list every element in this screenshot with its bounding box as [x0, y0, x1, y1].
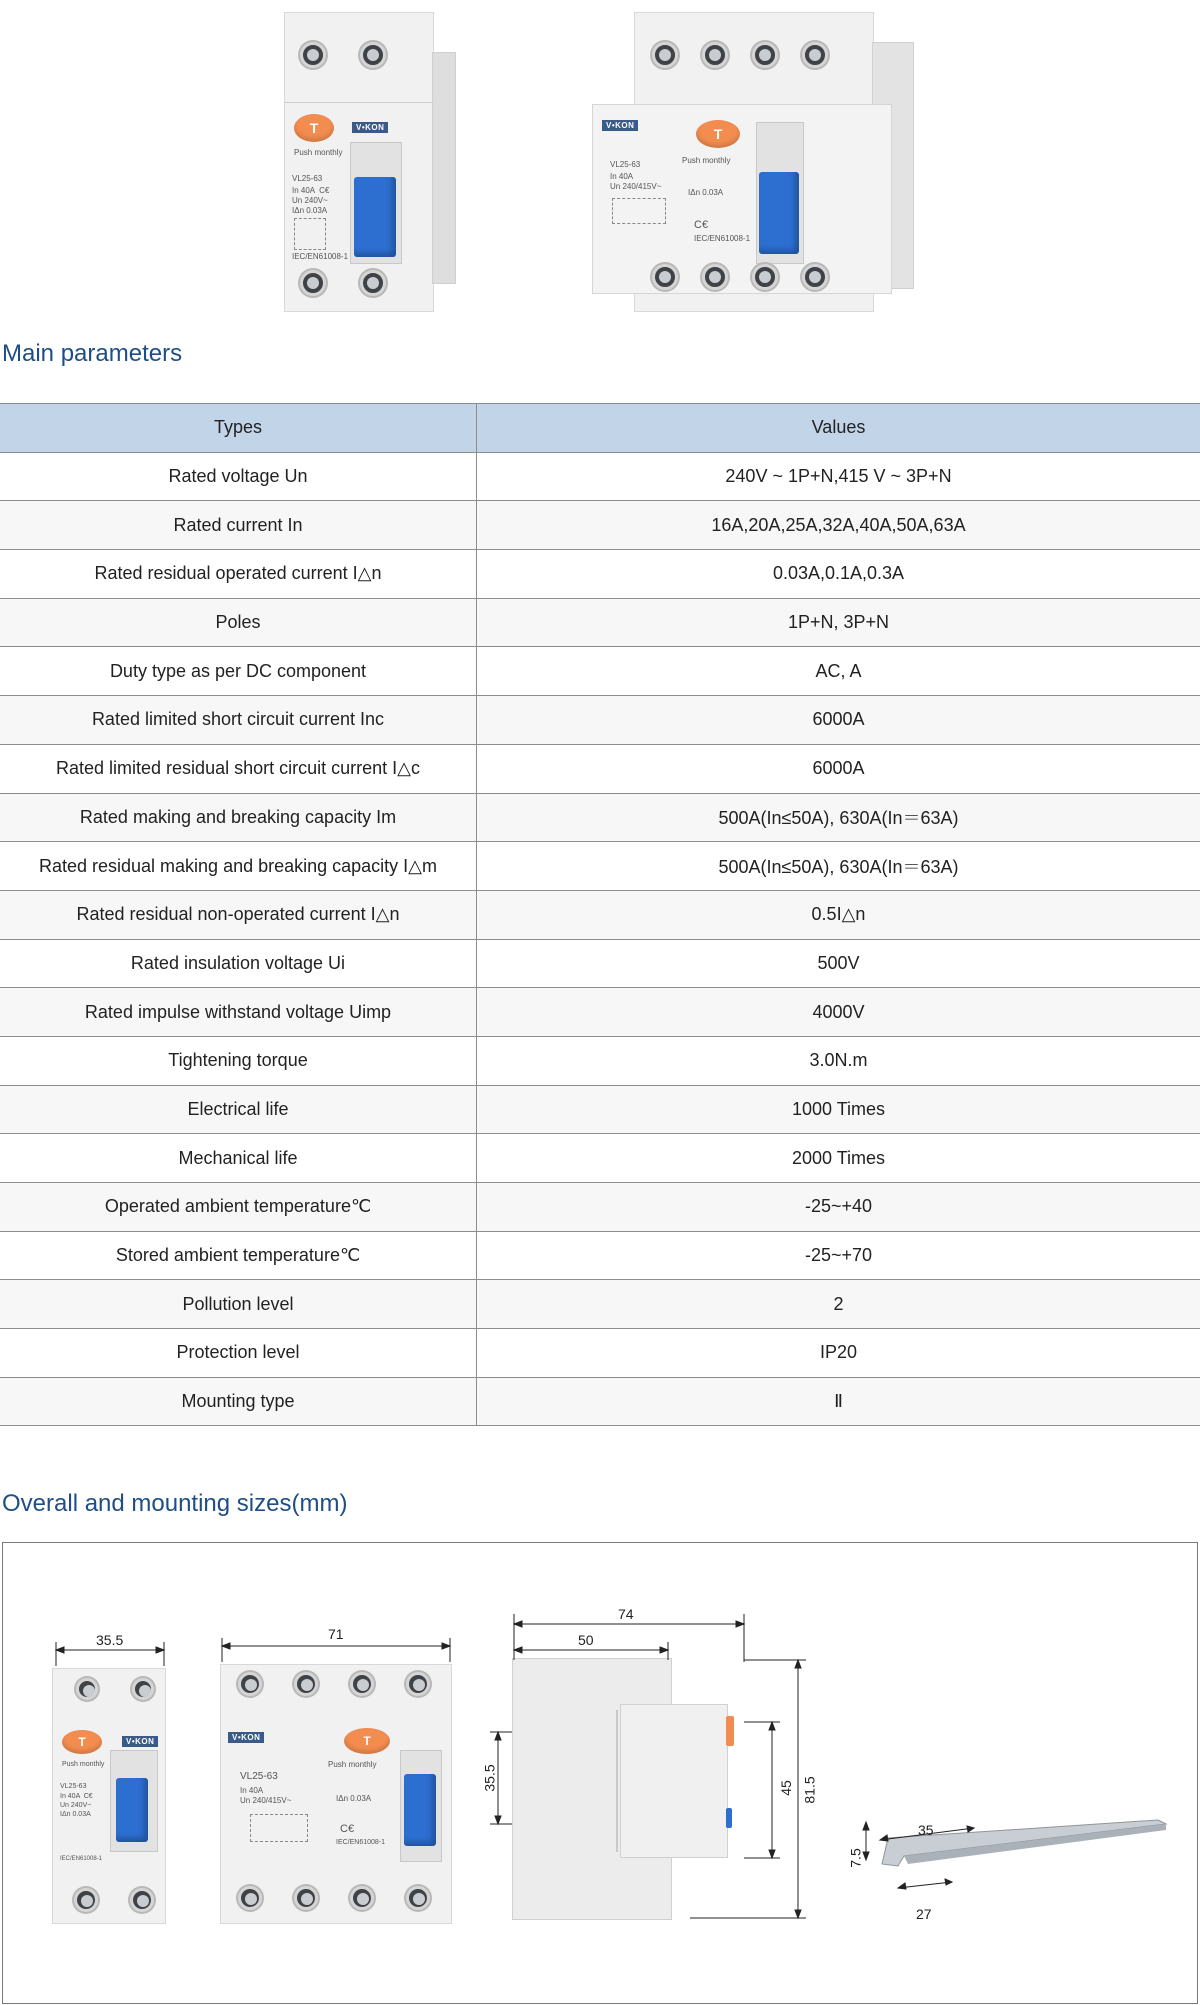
spec-label: In 40A C€ Un 240V~ IΔn 0.03A [292, 186, 330, 215]
terminal-screw [652, 42, 678, 68]
table-row [0, 1329, 1200, 1378]
standard-label: IEC/EN61008-1 [694, 234, 751, 243]
parameter-type-cell: Rated current In [0, 501, 477, 550]
toggle-lever [759, 172, 799, 254]
push-monthly-label: Push monthly [62, 1761, 105, 1768]
table-row [0, 1183, 1200, 1232]
sizes-title: Overall and mounting sizes(mm) [2, 1490, 348, 1517]
terminal-screw [702, 42, 728, 68]
table-row [0, 744, 1200, 793]
table-row [0, 793, 1200, 842]
wiring-diagram-icon [612, 198, 666, 224]
parameter-value-cell: 16A,20A,25A,32A,40A,50A,63A [477, 501, 1200, 550]
table-row [0, 1036, 1200, 1085]
terminal-screw [802, 42, 828, 68]
brand-logo: V•KON [352, 122, 388, 133]
parameter-value-cell: IP20 [477, 1329, 1200, 1378]
terminal-screw [652, 264, 678, 290]
parameter-value-cell: -25~+70 [477, 1231, 1200, 1280]
parameter-value-cell: 1000 Times [477, 1085, 1200, 1134]
table-header-row [0, 404, 1200, 453]
model-label: VL25-63 [610, 160, 641, 169]
product-image-single-pole [280, 12, 458, 314]
parameter-type-cell: Rated making and breaking capacity Im [0, 793, 477, 842]
parameter-type-cell: Protection level [0, 1329, 477, 1378]
parameter-value-cell: 0.03A,0.1A,0.3A [477, 550, 1200, 599]
dim-neck-height: 35.5 [481, 1764, 498, 1792]
main-parameters-title: Main parameters [2, 340, 183, 367]
parameter-type-cell: Electrical life [0, 1085, 477, 1134]
parameter-value-cell: 2 [477, 1280, 1200, 1329]
table-row [0, 1377, 1200, 1426]
terminal-screw [752, 264, 778, 290]
table-row [0, 550, 1200, 599]
parameter-value-cell: Ⅱ [477, 1377, 1200, 1426]
parameter-type-cell: Rated impulse withstand voltage Uimp [0, 988, 477, 1037]
wiring-diagram-icon [294, 218, 326, 250]
parameter-value-cell: 500A(In≤50A), 630A(In＝63A) [477, 842, 1200, 891]
toggle-lever [354, 177, 396, 257]
table-row [0, 696, 1200, 745]
dim-single-width: 35.5 [96, 1632, 124, 1648]
dim-front-height: 45 [777, 1780, 794, 1796]
model-label: VL25-63 [292, 174, 323, 183]
table-row [0, 1085, 1200, 1134]
table-row [0, 988, 1200, 1037]
dimension-lines [0, 1542, 1200, 2004]
model-label: VL25-63 [240, 1771, 278, 1782]
dim-overall-height: 81.5 [801, 1776, 818, 1804]
ce-mark: C€ [694, 219, 709, 231]
parameter-value-cell: 500V [477, 939, 1200, 988]
dim-four-pole-width: 71 [328, 1626, 344, 1642]
column-header-values: Values [477, 404, 1200, 453]
push-monthly-label: Push monthly [294, 148, 343, 157]
parameter-type-cell: Rated limited short circuit current Inc [0, 696, 477, 745]
parameter-type-cell: Rated insulation voltage Ui [0, 939, 477, 988]
terminal-screw [360, 42, 386, 68]
spec-label: In 40A Un 240/415V~ [610, 172, 662, 191]
table-row [0, 501, 1200, 550]
dim-rail-height: 7.5 [847, 1848, 864, 1868]
standard-label: IEC/EN61008-1 [292, 252, 349, 261]
parameter-value-cell: 500A(In≤50A), 630A(In＝63A) [477, 793, 1200, 842]
terminal-screw [300, 42, 326, 68]
parameter-value-cell: AC, A [477, 647, 1200, 696]
terminal-screw [702, 264, 728, 290]
push-monthly-label: Push monthly [328, 1760, 377, 1769]
parameter-type-cell: Duty type as per DC component [0, 647, 477, 696]
table-row [0, 842, 1200, 891]
residual-current-label: IΔn 0.03A [336, 1794, 372, 1803]
brand-logo: V•KON [122, 1736, 158, 1747]
parameter-type-cell: Mechanical life [0, 1134, 477, 1183]
terminal-screw [300, 270, 326, 296]
parameter-type-cell: Poles [0, 598, 477, 647]
brand-logo: V•KON [228, 1732, 264, 1743]
test-button: T [696, 120, 740, 148]
spec-label: In 40A C€ Un 240V~ IΔn 0.03A [60, 1793, 93, 1818]
table-row [0, 939, 1200, 988]
residual-current-label: IΔn 0.03A [688, 188, 724, 197]
ce-mark: C€ [340, 1823, 355, 1835]
parameter-type-cell: Rated voltage Un [0, 452, 477, 501]
spec-label: In 40A Un 240/415V~ [240, 1786, 292, 1805]
table-row [0, 598, 1200, 647]
model-label: VL25-63 [60, 1783, 87, 1790]
parameter-type-cell: Mounting type [0, 1377, 477, 1426]
parameter-value-cell: 2000 Times [477, 1134, 1200, 1183]
table-row [0, 1280, 1200, 1329]
parameter-type-cell: Tightening torque [0, 1036, 477, 1085]
parameter-type-cell: Pollution level [0, 1280, 477, 1329]
parameter-type-cell: Rated residual operated current I△n [0, 550, 477, 599]
dim-front-depth: 50 [578, 1632, 594, 1648]
test-button: T [62, 1730, 102, 1754]
parameter-value-cell: 240V ~ 1P+N,415 V ~ 3P+N [477, 452, 1200, 501]
parameter-value-cell: 3.0N.m [477, 1036, 1200, 1085]
dim-rail-inner: 27 [916, 1906, 932, 1922]
parameter-value-cell: 1P+N, 3P+N [477, 598, 1200, 647]
parameter-type-cell: Stored ambient temperature℃ [0, 1231, 477, 1280]
dim-rail-width: 35 [918, 1822, 934, 1838]
table-row [0, 452, 1200, 501]
parameter-type-cell: Rated residual non-operated current I△n [0, 890, 477, 939]
terminal-screw [802, 264, 828, 290]
table-row [0, 1134, 1200, 1183]
brand-logo: V•KON [602, 120, 638, 131]
parameter-value-cell: 4000V [477, 988, 1200, 1037]
parameter-type-cell: Rated residual making and breaking capacity I△m [0, 842, 477, 891]
terminal-screw [752, 42, 778, 68]
standard-label: IEC/EN61008-1 [60, 1856, 103, 1862]
table-row [0, 1231, 1200, 1280]
parameter-value-cell: -25~+40 [477, 1183, 1200, 1232]
test-button: T [294, 114, 334, 142]
parameter-value-cell: 6000A [477, 696, 1200, 745]
table-row [0, 647, 1200, 696]
table-row [0, 890, 1200, 939]
column-header-types: Types [0, 404, 477, 453]
parameter-value-cell: 6000A [477, 744, 1200, 793]
terminal-screw [360, 270, 386, 296]
push-monthly-label: Push monthly [682, 156, 731, 165]
parameter-type-cell: Operated ambient temperature℃ [0, 1183, 477, 1232]
parameter-value-cell: 0.5I△n [477, 890, 1200, 939]
parameter-type-cell: Rated limited residual short circuit current I△c [0, 744, 477, 793]
dim-side-depth: 74 [618, 1606, 634, 1622]
parameters-table [0, 403, 1200, 1426]
product-image-four-pole [592, 12, 922, 314]
standard-label: IEC/EN61008-1 [336, 1839, 386, 1846]
test-button: T [344, 1728, 390, 1754]
